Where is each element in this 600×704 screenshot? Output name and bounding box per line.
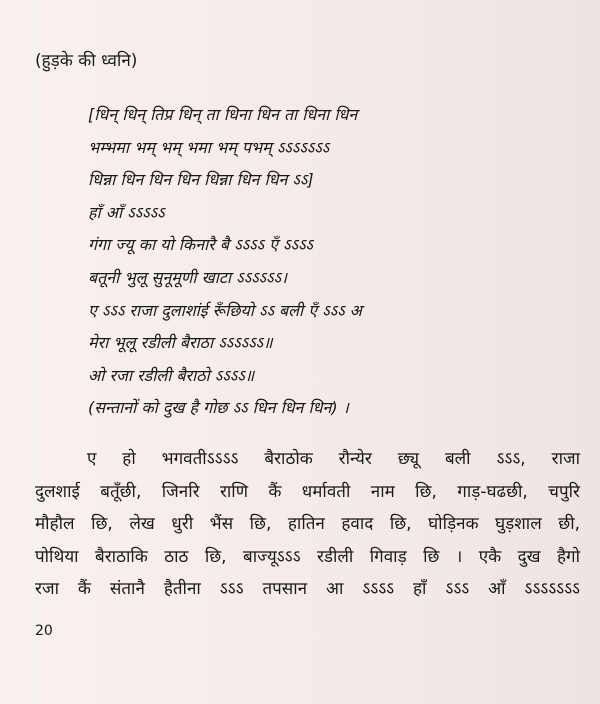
prose-line: ए हो भगवतीऽऽऽऽ बैराठोक रौन्येर छ्यू बली ऽऽऽ, राजा [87, 449, 580, 469]
prose-line: दुलशाई बतूँछी, जिनरि राणि कैं धर्मावती नाम छि, गाड़-घढछी, चपुरि [35, 481, 580, 502]
verse-line: भम्भमा भम् भम् भमा भम् पभम् ऽऽऽऽऽऽऽ [88, 137, 330, 157]
verse-line: (सन्तानों को दुख है गोछ ऽऽ धिन धिन धिन) । [88, 398, 349, 418]
verse-line: गंगा ज्यू का यो किनारै बै ऽऽऽऽ एँ ऽऽऽऽ [88, 235, 313, 255]
verse-line: धिन्ना धिन धिन धिन धिन्ना धिन धिन ऽऽ] [88, 170, 314, 190]
prose-line: मौहौल छि, लेख धुरी भैंस छि, हातिन हवाद छि, घोड़िनक घुड़शाल छी, [35, 514, 580, 535]
verse-line: हाँ आँ ऽऽऽऽऽ [88, 202, 165, 222]
section-heading: (हुड़के की ध्वनि) [35, 51, 138, 71]
verse-block [88, 99, 362, 425]
verse-line: मेरा भूलू रडीली बैराठा ऽऽऽऽऽऽ॥ [88, 333, 273, 353]
verse-line: ओ रजा रडीली बैराठो ऽऽऽऽ॥ [88, 365, 255, 385]
prose-line: पोथिया बैराठाकि ठाठ छि, बाज्यूऽऽऽ रडीली गिवाड़ छि । एकै दुख हैगो [35, 546, 580, 567]
page-number: 20 [35, 623, 53, 639]
verse-line: ए ऽऽऽ राजा दुलाशांई रूँछियो ऽऽ बली एँ ऽऽऽ अ [88, 300, 362, 320]
prose-line: रजा कैं संतानै हैतीना ऽऽऽ तपसान आ ऽऽऽऽ हाँ ऽऽऽ आँ ऽऽऽऽऽऽऽ [35, 579, 580, 600]
verse-line: [धिन् धिन् तिप्र धिन् ता धिना धिन ता धिना धिन [88, 105, 358, 124]
prose-paragraph [35, 443, 580, 606]
verse-line: बतूनी भुलू सुनूमूणी खाटा ऽऽऽऽऽऽ। [88, 267, 288, 287]
